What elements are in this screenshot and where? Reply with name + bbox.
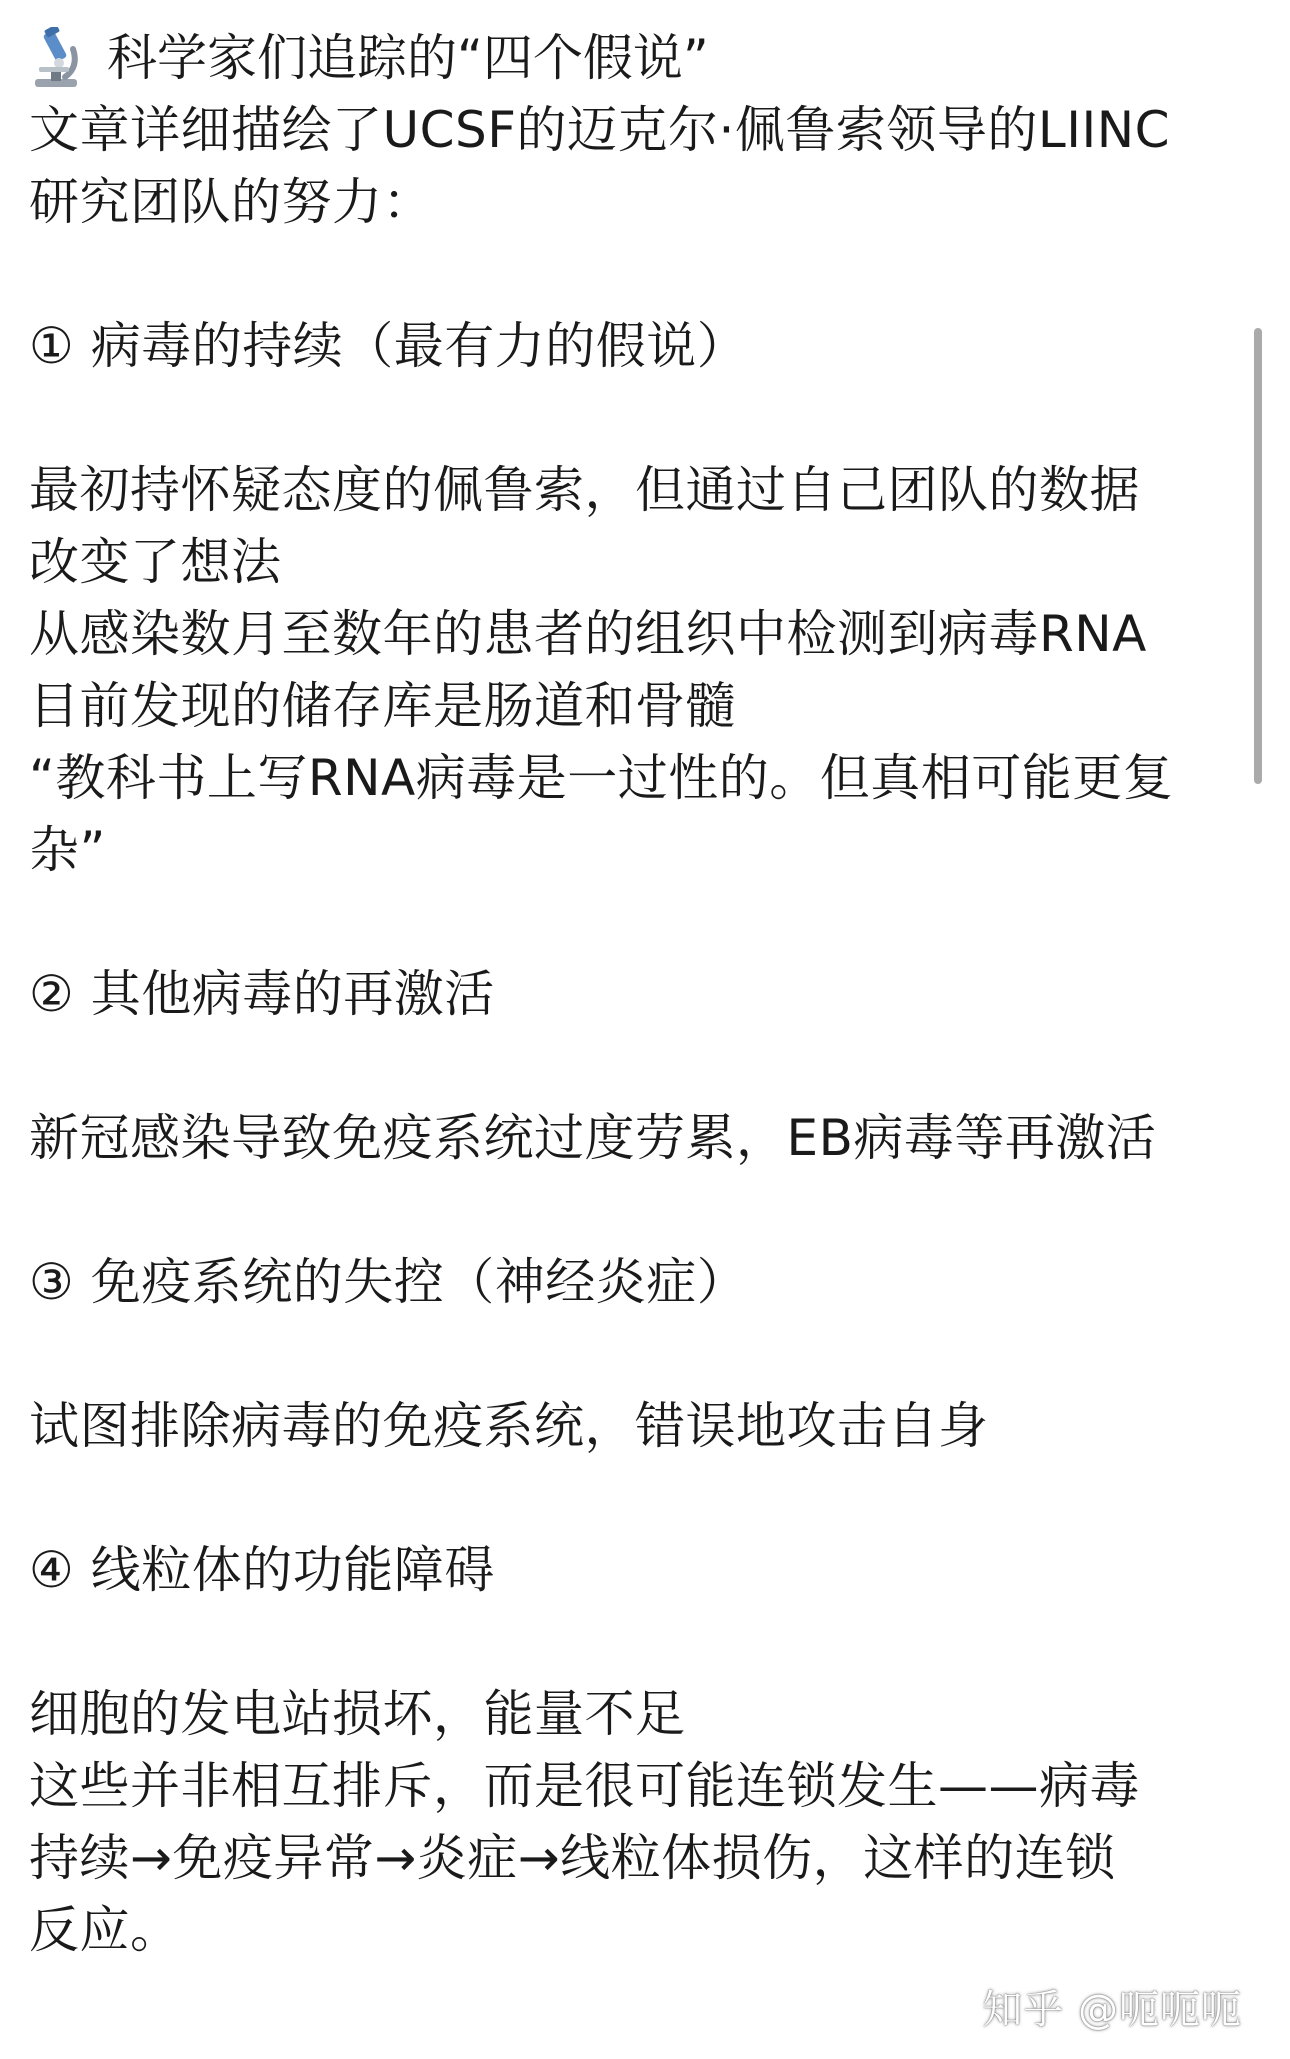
vertical-scrollbar[interactable] [1254,328,1262,784]
intro-line: 文章详细描绘了UCSF的迈克尔·佩鲁索领导的LIINC [29,101,1171,159]
spacer [29,238,1219,310]
microscope-icon [29,27,83,89]
spacer [29,382,1219,454]
hypothesis-heading: ① 病毒的持续（最有力的假说） [29,317,748,375]
hypothesis-heading: ④ 线粒体的功能障碍 [29,1541,495,1599]
post-title-row [29,22,1219,94]
paragraph-line: 细胞的发电站损坏，能量不足 [29,1685,686,1743]
paragraph-line: 反应。 [29,1901,181,1959]
hypothesis-heading: ② 其他病毒的再激活 [29,965,495,1023]
paragraph-line: 这些并非相互排斥，而是很可能连锁发生——病毒 [29,1757,1140,1815]
hypothesis-heading: ③ 免疫系统的失控（神经炎症） [29,1253,748,1311]
quote-line: 杂” [29,821,106,879]
spacer [29,1318,1219,1390]
paragraph-line: 新冠感染导致免疫系统过度劳累，EB病毒等再激活 [29,1109,1157,1167]
post-title: 科学家们追踪的“四个假说” [107,29,709,87]
paragraph-line: 目前发现的储存库是肠道和骨髓 [29,677,736,735]
paragraph-line: 最初持怀疑态度的佩鲁索，但通过自己团队的数据 [29,461,1140,519]
spacer [29,1606,1219,1678]
watermark: 知乎 @呃呃呃 [982,1987,1242,2033]
paragraph-line: 从感染数月至数年的患者的组织中检测到病毒RNA [29,605,1147,663]
intro-line: 研究团队的努力： [29,173,433,231]
paragraph-line: 改变了想法 [29,533,282,591]
spacer [29,1030,1219,1102]
quote-line: “教科书上写RNA病毒是一过性的。但真相可能更复 [29,749,1174,807]
paragraph-line: 试图排除病毒的免疫系统，错误地攻击自身 [29,1397,989,1455]
spacer [29,886,1219,958]
paragraph-line: 持续→免疫异常→炎症→线粒体损伤，这样的连锁 [29,1829,1116,1887]
post-content [29,22,1219,1966]
spacer [29,1174,1219,1246]
spacer [29,1462,1219,1534]
